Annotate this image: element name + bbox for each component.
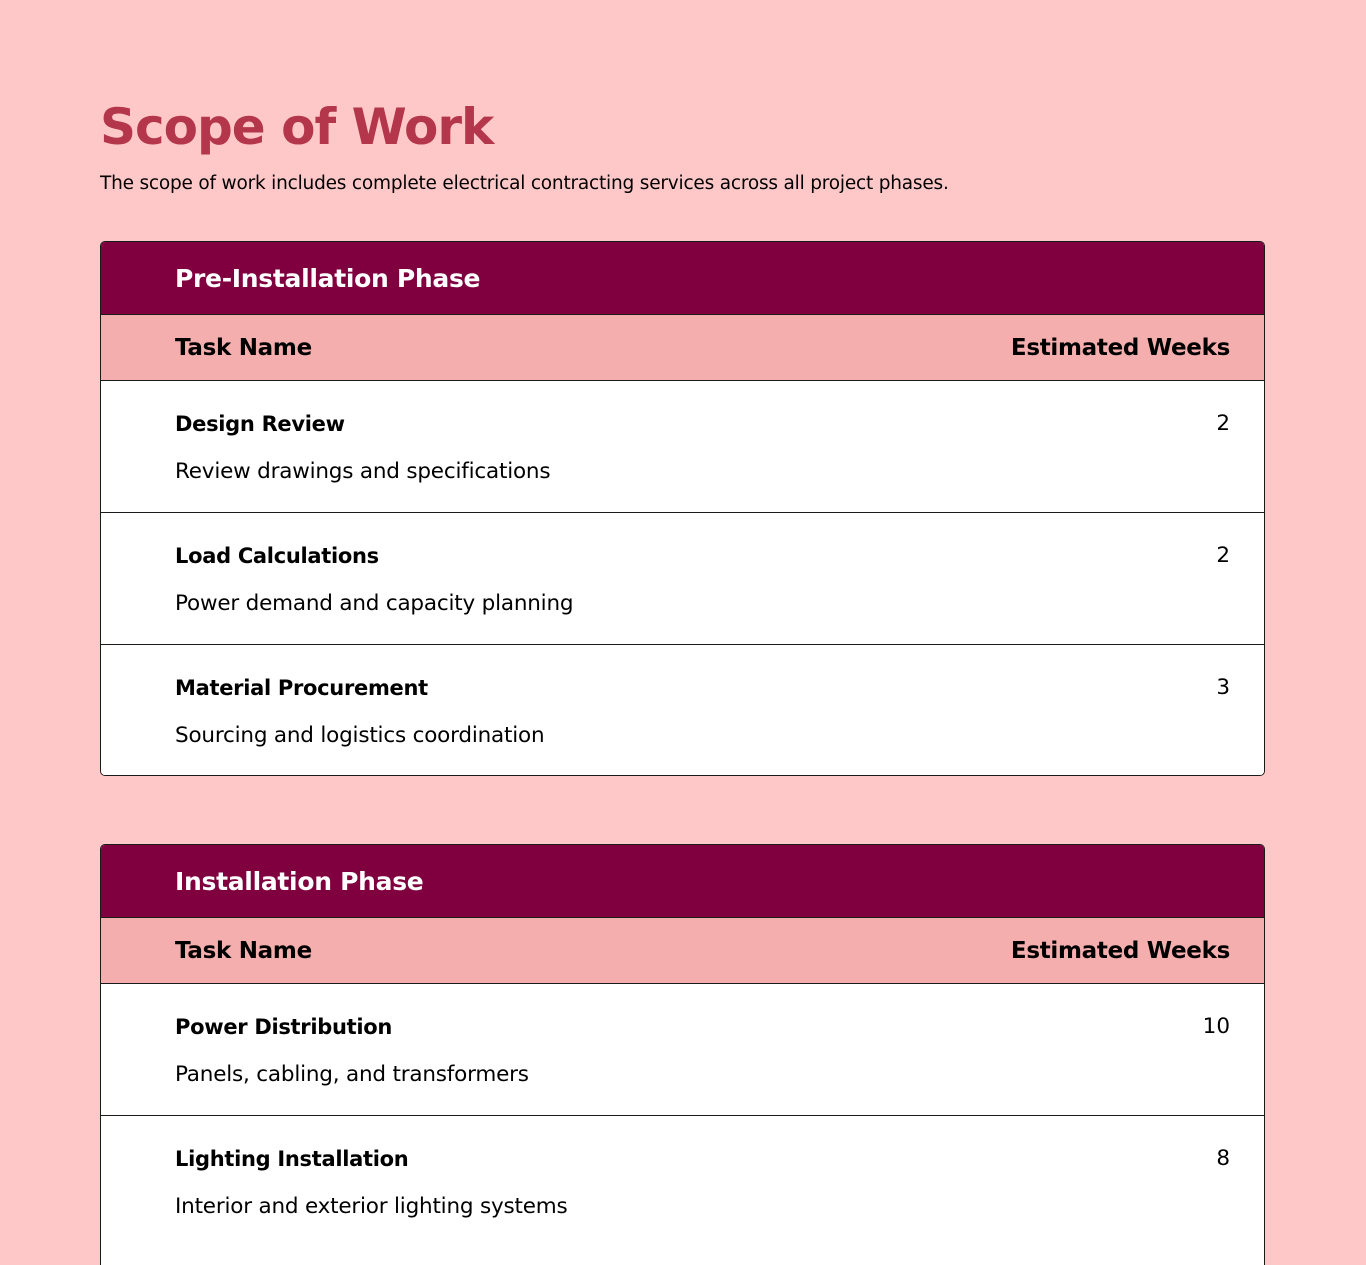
table-row [101,513,1264,645]
task-name: Power Distribution [175,1015,393,1039]
task-weeks: 8 [1216,1146,1230,1171]
page-title: Scope of Work [100,98,494,156]
column-header-task-name: Task Name [175,334,312,361]
task-name: Load Calculations [175,544,379,568]
column-header-estimated-weeks: Estimated Weeks [1010,937,1230,964]
phase-title: Installation Phase [101,845,1264,918]
column-header-estimated-weeks: Estimated Weeks [1010,334,1230,361]
task-weeks: 3 [1216,675,1230,700]
table-row [101,645,1264,776]
task-description: Panels, cabling, and transformers [175,1062,529,1087]
task-description: Interior and exterior lighting systems [175,1194,568,1219]
phase-table-pre-installation [100,241,1265,776]
column-header-row [101,315,1264,381]
task-description: Sourcing and logistics coordination [175,723,545,748]
task-weeks: 10 [1202,1014,1230,1039]
task-name: Material Procurement [175,676,428,700]
task-name: Lighting Installation [175,1147,409,1171]
intro-text: The scope of work includes complete electrical contracting services across all project phases. [100,173,949,194]
column-header-task-name: Task Name [175,937,312,964]
task-description: Review drawings and specifications [175,459,551,484]
task-name: Design Review [175,412,345,436]
table-row [101,1116,1264,1248]
task-description: Power demand and capacity planning [175,591,574,616]
table-row [101,381,1264,513]
task-weeks: 2 [1216,543,1230,568]
table-row [101,984,1264,1116]
phase-table-installation [100,844,1265,1265]
phase-title: Pre-Installation Phase [101,242,1264,315]
task-weeks: 2 [1216,411,1230,436]
column-header-row [101,918,1264,984]
